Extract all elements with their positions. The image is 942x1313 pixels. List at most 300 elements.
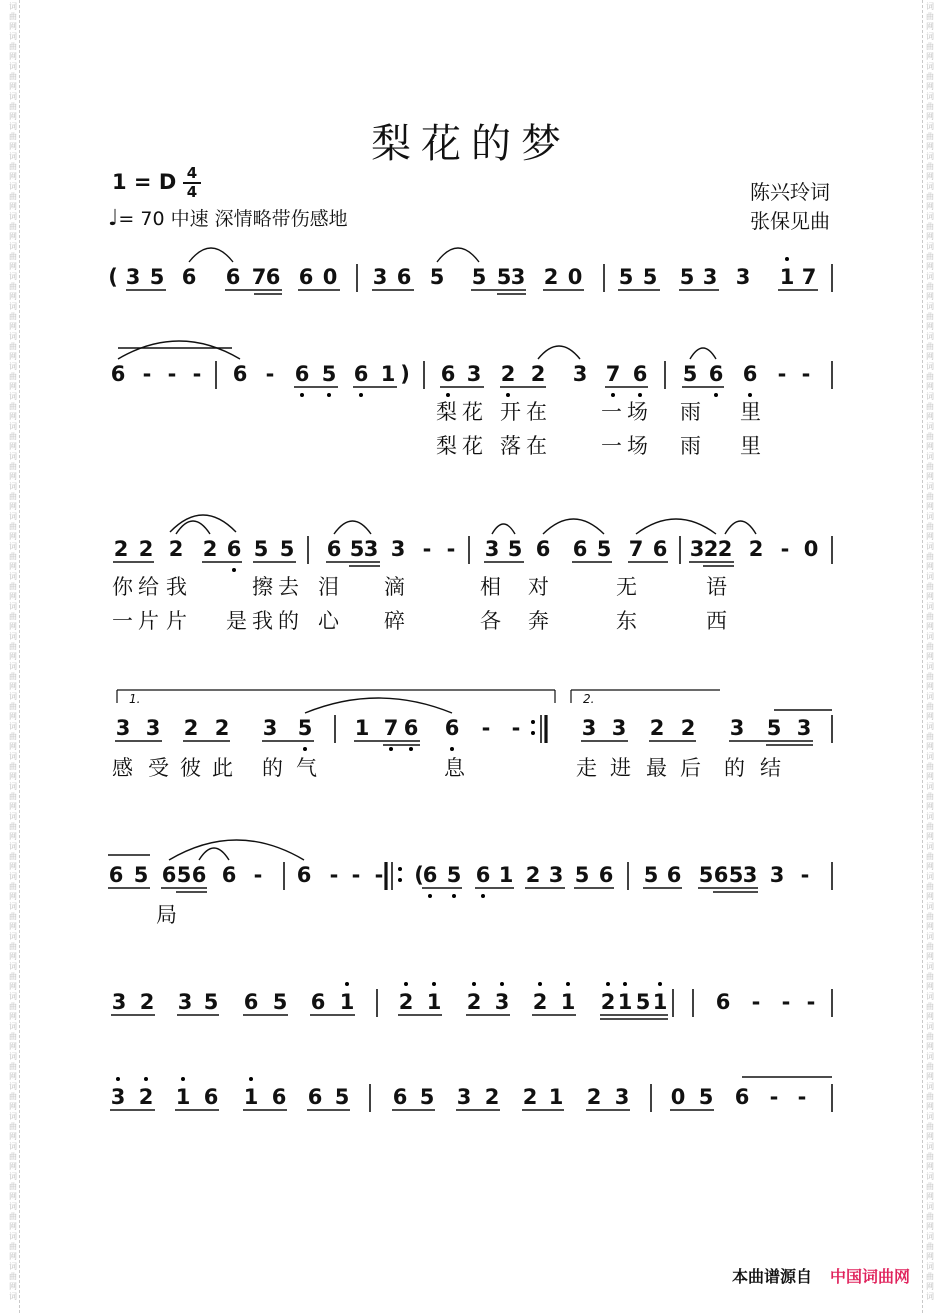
watermark-glyph: 曲 [9, 1062, 17, 1071]
watermark-glyph: 词 [9, 92, 17, 101]
note-digit: - [800, 863, 810, 887]
note-digit: 1 [652, 990, 668, 1014]
watermark-glyph: 曲 [9, 1272, 17, 1281]
watermark-glyph: 曲 [9, 582, 17, 591]
note-digit: 2 [522, 1085, 538, 1109]
watermark-glyph: 曲 [9, 252, 17, 261]
lyric-char: 气 [296, 756, 317, 780]
source-label: 本曲谱源自 [731, 1267, 812, 1286]
lyricist-credit: 陈兴玲词 [750, 180, 830, 204]
note-digit: 1 [354, 716, 370, 740]
lyric-char: 碎 [384, 609, 405, 633]
watermark-glyph: 网 [9, 502, 17, 511]
watermark-glyph: 词 [9, 962, 17, 971]
watermark-glyph: 词 [926, 782, 934, 791]
slur-arc [199, 848, 229, 860]
low-octave-dot [303, 747, 307, 751]
watermark-glyph: 曲 [926, 702, 934, 711]
watermark-glyph: 网 [9, 952, 17, 961]
watermark-glyph: 网 [926, 682, 934, 691]
note-digit: 5 [596, 537, 612, 561]
watermark-glyph: 曲 [926, 132, 934, 141]
slur-arc [189, 248, 233, 262]
watermark-glyph: 曲 [9, 882, 17, 891]
note-digit: 5 [149, 265, 165, 289]
note-digit: - [777, 362, 787, 386]
note-digit: - [797, 1085, 807, 1109]
watermark-glyph: 词 [9, 872, 17, 881]
lyric-char: 东 [616, 609, 637, 633]
note-digit: 2 [748, 537, 764, 561]
watermark-glyph: 词 [926, 812, 934, 821]
note-digit: 3 [742, 863, 758, 887]
note-digit: 6 [440, 362, 456, 386]
note-digit: 3 [466, 362, 482, 386]
lyric-char: 一 [601, 400, 622, 424]
lyric-char: 局 [156, 903, 177, 927]
lyric-char: 去 [278, 575, 299, 599]
watermark-glyph: 网 [9, 22, 17, 31]
watermark-glyph: 网 [9, 742, 17, 751]
note-digit: 1 [243, 1085, 259, 1109]
watermark-glyph: 网 [926, 502, 934, 511]
watermark-glyph: 词 [926, 32, 934, 41]
lyric-char: 是 [226, 609, 247, 633]
lyric-char: 彼 [180, 756, 201, 780]
lyric-char: 片 [166, 609, 187, 633]
note-digit: 2 [113, 537, 129, 561]
watermark-glyph: 词 [926, 932, 934, 941]
watermark-glyph: 曲 [926, 672, 934, 681]
note-digit: 3 [611, 716, 627, 740]
watermark-glyph: 网 [9, 202, 17, 211]
note-digit: 6 [243, 990, 259, 1014]
watermark-glyph: 词 [9, 362, 17, 371]
watermark-glyph: 网 [9, 172, 17, 181]
watermark-glyph: 词 [9, 2, 17, 11]
note-digit: 2 [680, 716, 696, 740]
note-digit: - [481, 716, 491, 740]
watermark-glyph: 网 [9, 1042, 17, 1051]
note-digit: 6 [307, 1085, 323, 1109]
note-digit: 6 [396, 265, 412, 289]
watermark-glyph: 词 [926, 302, 934, 311]
watermark-glyph: 曲 [926, 252, 934, 261]
note-digit: - [351, 863, 361, 887]
note-digit: 5 [507, 537, 523, 561]
lyric-char: 语 [706, 575, 727, 599]
watermark-glyph: 曲 [926, 162, 934, 171]
watermark-glyph: 网 [9, 982, 17, 991]
lyric-char: 一 [601, 434, 622, 458]
slur-arc [118, 341, 240, 359]
note-digit: 2 [500, 362, 516, 386]
watermark-glyph: 曲 [926, 12, 934, 21]
watermark-glyph: 曲 [926, 72, 934, 81]
watermark-glyph: 词 [9, 332, 17, 341]
note-digit: 1 [560, 990, 576, 1014]
note-digit: 7 [251, 265, 267, 289]
low-octave-dot [300, 393, 304, 397]
watermark-glyph: 曲 [926, 282, 934, 291]
watermark-glyph: 曲 [9, 822, 17, 831]
note-digit: 3 [614, 1085, 630, 1109]
note-digit: 7 [605, 362, 621, 386]
note-digit: 6 [203, 1085, 219, 1109]
watermark-glyph: 词 [9, 1082, 17, 1091]
watermark-glyph: 词 [9, 1232, 17, 1241]
note-digit: - [806, 990, 816, 1014]
watermark-glyph: 曲 [9, 282, 17, 291]
watermark-glyph: 曲 [926, 492, 934, 501]
watermark-glyph: 曲 [926, 762, 934, 771]
note-digit: 3 [111, 990, 127, 1014]
note-digit: 6 [742, 362, 758, 386]
lyric-char: 里 [740, 400, 761, 424]
watermark-glyph: 词 [9, 1112, 17, 1121]
note-digit: 6 [715, 990, 731, 1014]
watermark-glyph: 词 [9, 242, 17, 251]
watermark-glyph: 词 [926, 542, 934, 551]
watermark-glyph: 词 [926, 212, 934, 221]
note-digit: 1 [498, 863, 514, 887]
watermark-glyph: 网 [926, 1132, 934, 1141]
watermark-glyph: 曲 [9, 102, 17, 111]
watermark-glyph: 网 [9, 592, 17, 601]
watermark-glyph: 曲 [926, 42, 934, 51]
watermark-glyph: 词 [926, 242, 934, 251]
note-digit: 2 [543, 265, 559, 289]
note-digit: 6 [572, 537, 588, 561]
watermark-glyph: 曲 [9, 132, 17, 141]
note-digit: 5 [446, 863, 462, 887]
watermark-glyph: 网 [9, 232, 17, 241]
lyric-char: 此 [212, 756, 233, 780]
watermark-glyph: 网 [926, 82, 934, 91]
watermark-glyph: 网 [9, 1222, 17, 1231]
note-digit: 1 [339, 990, 355, 1014]
watermark-glyph: 曲 [926, 552, 934, 561]
lyric-char: 走 [576, 756, 597, 780]
lyric-char: 我 [166, 575, 187, 599]
watermark-glyph: 曲 [926, 972, 934, 981]
note-digit: 2 [717, 537, 733, 561]
watermark-glyph: 曲 [9, 672, 17, 681]
watermark-glyph: 词 [926, 842, 934, 851]
lyric-char: 后 [680, 756, 701, 780]
watermark-glyph: 网 [926, 1252, 934, 1261]
watermark-glyph: 曲 [926, 1122, 934, 1131]
low-octave-dot [446, 393, 450, 397]
watermark-glyph: 词 [9, 1292, 17, 1301]
note-digit: 5 [635, 990, 651, 1014]
watermark-glyph: 词 [926, 152, 934, 161]
watermark-glyph: 网 [9, 1102, 17, 1111]
watermark-glyph: 网 [9, 622, 17, 631]
slur-arc [543, 519, 604, 534]
watermark-glyph: 词 [9, 902, 17, 911]
note-digit: 6 [422, 863, 438, 887]
watermark-glyph: 词 [926, 272, 934, 281]
repeat-dot [398, 878, 402, 882]
note-digit: 3 [548, 863, 564, 887]
lyric-char: 片 [138, 609, 159, 633]
low-octave-dot [327, 393, 331, 397]
note-digit: 6 [708, 362, 724, 386]
watermark-glyph: 词 [9, 542, 17, 551]
watermark-glyph: 词 [9, 452, 17, 461]
note-digit: 6 [226, 537, 242, 561]
note-digit: 6 [535, 537, 551, 561]
note-digit: 2 [530, 362, 546, 386]
watermark-glyph: 词 [9, 662, 17, 671]
watermark-glyph: 曲 [9, 642, 17, 651]
watermark-glyph: 网 [9, 832, 17, 841]
watermark-glyph: 曲 [9, 1122, 17, 1131]
watermark-glyph: 曲 [9, 1092, 17, 1101]
watermark-glyph: 曲 [926, 102, 934, 111]
watermark-glyph: 曲 [926, 1002, 934, 1011]
watermark-glyph: 词 [926, 1172, 934, 1181]
watermark-glyph: 词 [9, 722, 17, 731]
note-digit: 2 [214, 716, 230, 740]
note-digit: 0 [567, 265, 583, 289]
note-digit: 2 [525, 863, 541, 887]
watermark-glyph: 词 [9, 632, 17, 641]
watermark-glyph: 曲 [9, 42, 17, 51]
note-digit: 6 [598, 863, 614, 887]
note-digit: 1 [175, 1085, 191, 1109]
watermark-glyph: 词 [9, 782, 17, 791]
watermark-glyph: 曲 [9, 372, 17, 381]
watermark-glyph: 曲 [9, 312, 17, 321]
note-digit: 5 [682, 362, 698, 386]
note-digit: 3 [735, 265, 751, 289]
lyric-char: 的 [724, 756, 745, 780]
note-digit: 3 [177, 990, 193, 1014]
watermark-glyph: 曲 [9, 432, 17, 441]
note-digit: 2 [202, 537, 218, 561]
low-octave-dot [232, 568, 236, 572]
low-octave-dot [506, 393, 510, 397]
note-digit: 5 [496, 265, 512, 289]
note-digit: 3 [702, 265, 718, 289]
watermark-glyph: 网 [926, 1012, 934, 1021]
watermark-glyph: 网 [926, 862, 934, 871]
watermark-glyph: 网 [926, 592, 934, 601]
watermark-glyph: 曲 [9, 12, 17, 21]
watermark-glyph: 网 [926, 1042, 934, 1051]
high-octave-dot [249, 1077, 253, 1081]
note-digit: 5 [574, 863, 590, 887]
note-digit: 7 [383, 716, 399, 740]
watermark-glyph: 网 [926, 1282, 934, 1291]
note-digit: 3 [769, 863, 785, 887]
low-octave-dot [409, 747, 413, 751]
note-digit: 1 [380, 362, 396, 386]
watermark-glyph: 曲 [926, 612, 934, 621]
note-digit: 0 [670, 1085, 686, 1109]
watermark-glyph: 曲 [926, 1032, 934, 1041]
watermark-glyph: 曲 [9, 702, 17, 711]
watermark-glyph: 网 [926, 1222, 934, 1231]
lyric-char: 场 [627, 400, 648, 424]
note-digit: 5 [321, 362, 337, 386]
watermark-glyph: 词 [9, 1202, 17, 1211]
repeat-dot [531, 731, 535, 735]
repeat-dot [531, 720, 535, 724]
watermark-glyph: 网 [926, 112, 934, 121]
watermark-glyph: 网 [926, 352, 934, 361]
watermark-glyph: 词 [926, 1292, 934, 1301]
watermark-glyph: 曲 [9, 852, 17, 861]
watermark-glyph: 网 [9, 532, 17, 541]
watermark-glyph: 词 [9, 1172, 17, 1181]
note-digit: 2 [183, 716, 199, 740]
watermark-glyph: 曲 [926, 1212, 934, 1221]
slur-arc [169, 840, 304, 860]
watermark-glyph: 网 [926, 1162, 934, 1171]
watermark-glyph: 词 [9, 422, 17, 431]
watermark-glyph: 网 [926, 802, 934, 811]
lyric-char: 泪 [318, 575, 339, 599]
slur-arc [725, 521, 756, 534]
low-octave-dot [714, 393, 718, 397]
lyric-char: 最 [646, 756, 667, 780]
watermark-glyph: 网 [9, 1072, 17, 1081]
note-digit: 5 [272, 990, 288, 1014]
note-digit: 7 [801, 265, 817, 289]
watermark-glyph: 网 [926, 52, 934, 61]
watermark-glyph: 词 [9, 122, 17, 131]
song-title: 梨花的梦 [371, 121, 571, 167]
note-digit: 6 [265, 265, 281, 289]
watermark-glyph: 词 [9, 692, 17, 701]
note-digit: 3 [796, 716, 812, 740]
watermark-glyph: 网 [9, 442, 17, 451]
watermark-glyph: 词 [926, 572, 934, 581]
note-digit: 3 [729, 716, 745, 740]
high-octave-dot [606, 982, 610, 986]
watermark-glyph: 网 [9, 802, 17, 811]
watermark-glyph: 曲 [9, 1152, 17, 1161]
note-digit: 0 [322, 265, 338, 289]
watermark-glyph: 曲 [9, 402, 17, 411]
high-octave-dot [116, 1077, 120, 1081]
watermark-glyph: 曲 [9, 72, 17, 81]
watermark-glyph: 词 [926, 602, 934, 611]
low-octave-dot [638, 393, 642, 397]
note-digit: 3 [110, 1085, 126, 1109]
lyric-char: 各 [480, 609, 501, 633]
watermark-glyph: 曲 [9, 462, 17, 471]
note-digit: 6 [444, 716, 460, 740]
note-digit: 2 [600, 990, 616, 1014]
note-digit: 3 [145, 716, 161, 740]
note-digit: 5 [643, 863, 659, 887]
note-digit: 1 [548, 1085, 564, 1109]
watermark-glyph: 曲 [926, 462, 934, 471]
lyric-char: 开 [500, 400, 521, 424]
watermark-glyph: 词 [9, 752, 17, 761]
watermark-glyph: 网 [926, 982, 934, 991]
note-digit: 2 [703, 537, 719, 561]
watermark-glyph: 曲 [926, 792, 934, 801]
note-digit: ) [400, 362, 410, 386]
note-digit: 6 [232, 362, 248, 386]
watermark-glyph: 曲 [926, 882, 934, 891]
watermark-glyph: 网 [926, 1072, 934, 1081]
note-digit: 3 [125, 265, 141, 289]
lyric-char: 一 [112, 609, 133, 633]
lyric-char: 雨 [680, 400, 701, 424]
watermark-glyph: 网 [926, 292, 934, 301]
watermark-glyph: 网 [926, 22, 934, 31]
lyric-char: 梨 [436, 434, 457, 458]
low-octave-dot [481, 894, 485, 898]
lyric-char: 雨 [680, 434, 701, 458]
note-digit: 5 [176, 863, 192, 887]
note-digit: 5 [728, 863, 744, 887]
watermark-glyph: 曲 [926, 522, 934, 531]
watermark-glyph: 曲 [926, 342, 934, 351]
watermark-glyph: 网 [9, 142, 17, 151]
watermark-glyph: 曲 [926, 402, 934, 411]
watermark-glyph: 网 [9, 682, 17, 691]
watermark-glyph: 曲 [9, 762, 17, 771]
watermark-glyph: 词 [9, 152, 17, 161]
note-digit: 5 [349, 537, 365, 561]
high-octave-dot [144, 1077, 148, 1081]
watermark-glyph: 网 [926, 532, 934, 541]
watermark-glyph: 词 [926, 752, 934, 761]
watermark-glyph: 词 [926, 1262, 934, 1271]
note-digit: 2 [138, 537, 154, 561]
watermark-glyph: 词 [926, 512, 934, 521]
note-digit: 3 [484, 537, 500, 561]
lyric-char: 梨 [436, 400, 457, 424]
lyric-char: 感 [112, 756, 133, 780]
watermark-glyph: 网 [926, 652, 934, 661]
lyric-char: 西 [706, 609, 727, 633]
watermark-glyph: 网 [926, 442, 934, 451]
note-digit: 5 [618, 265, 634, 289]
watermark-glyph: 词 [926, 632, 934, 641]
watermark-glyph: 曲 [9, 522, 17, 531]
watermark-glyph: 词 [926, 722, 934, 731]
note-digit: ( [108, 265, 118, 289]
note-digit: - [374, 863, 384, 887]
watermark-glyph: 曲 [9, 1182, 17, 1191]
watermark-glyph: 网 [9, 1252, 17, 1261]
site-brand-link[interactable]: 中国词曲网 [829, 1267, 910, 1286]
watermark-glyph: 网 [9, 262, 17, 271]
watermark-glyph: 网 [9, 322, 17, 331]
note-digit: 5 [679, 265, 695, 289]
watermark-glyph: 曲 [9, 342, 17, 351]
note-digit: 2 [586, 1085, 602, 1109]
watermark-glyph: 网 [9, 1192, 17, 1201]
lyric-char: 落 [500, 434, 521, 458]
watermark-glyph: 词 [926, 1022, 934, 1031]
note-digit: 5 [471, 265, 487, 289]
low-octave-dot [452, 894, 456, 898]
watermark-glyph: 词 [9, 272, 17, 281]
note-digit: ( [414, 863, 424, 887]
lyric-char: 里 [740, 434, 761, 458]
note-digit: 3 [363, 537, 379, 561]
watermark-glyph: 网 [9, 112, 17, 121]
